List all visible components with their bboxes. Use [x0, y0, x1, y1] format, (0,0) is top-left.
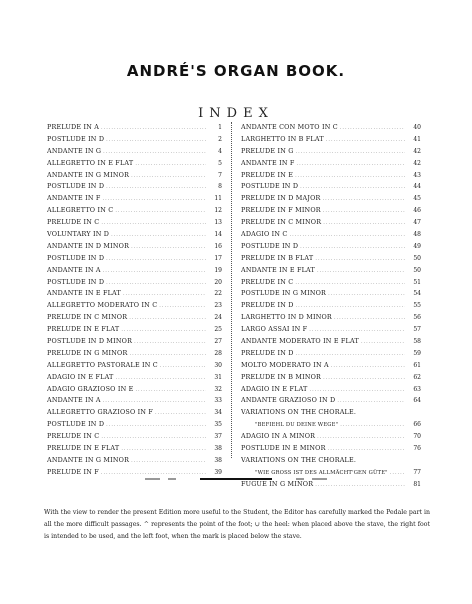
- entry-title: ADAGIO IN E FLAT: [47, 372, 114, 381]
- entry-page-number: 38: [214, 456, 222, 464]
- index-entry: [47, 265, 222, 277]
- entry-page-number: 20: [214, 278, 222, 286]
- entry-page-number: 43: [413, 171, 421, 179]
- entry-page-number: 63: [413, 385, 421, 393]
- dot-leader: [334, 313, 405, 324]
- index-entry: [47, 312, 222, 324]
- index-entry: [241, 134, 421, 146]
- entry-page-number: 25: [214, 326, 222, 334]
- dot-leader: [155, 408, 206, 419]
- entry-title: LARGHETTO IN B FLAT: [241, 134, 324, 143]
- dot-leader: [101, 218, 206, 229]
- dot-leader: [106, 254, 206, 265]
- entry-page-number: 8: [218, 183, 222, 191]
- entry-page-number: 11: [214, 195, 222, 203]
- entry-page-number: 59: [413, 349, 421, 357]
- entry-page-number: 32: [214, 385, 222, 393]
- entry-title: PRELUDE IN G MINOR: [47, 348, 128, 357]
- entry-title: PRELUDE IN D: [241, 348, 294, 357]
- entry-title: VARIATIONS ON THE CHORALE.: [241, 455, 357, 464]
- dot-leader: [135, 159, 206, 170]
- entry-page-number: 47: [413, 219, 421, 227]
- index-entry: [241, 312, 421, 324]
- dot-leader: [159, 301, 206, 312]
- entry-title: PRELUDE IN C: [47, 432, 100, 441]
- dot-leader: [323, 194, 405, 205]
- entry-title: PRELUDE IN A: [47, 123, 100, 131]
- index-entry: [47, 348, 222, 360]
- index-entry: [47, 134, 222, 146]
- dot-leader: [106, 135, 206, 146]
- dot-leader: [121, 444, 206, 455]
- entry-title: POSTLUDE IN D MINOR: [47, 337, 133, 346]
- entry-title: PRELUDE IN B FLAT: [241, 253, 314, 262]
- index-entry: [47, 122, 222, 134]
- index-entry: [241, 288, 421, 300]
- entry-title: PRELUDE IN C: [47, 218, 100, 227]
- entry-title: POSTLUDE IN D: [47, 253, 105, 262]
- index-right-column: [241, 122, 421, 491]
- entry-page-number: 64: [413, 397, 421, 405]
- index-entry: [47, 288, 222, 300]
- dot-leader: [340, 420, 405, 431]
- entry-page-number: 55: [413, 302, 421, 310]
- index-entry: [47, 170, 222, 182]
- index-entry: [47, 395, 222, 407]
- dot-leader: [296, 349, 405, 360]
- entry-title: ADAGIO IN C: [241, 230, 288, 239]
- dot-leader: [160, 361, 206, 372]
- entry-page-number: 56: [413, 314, 421, 322]
- entry-title: ANDANTE IN A: [47, 396, 101, 405]
- entry-page-number: 27: [214, 338, 222, 346]
- entry-page-number: 76: [413, 445, 421, 453]
- entry-page-number: 23: [214, 302, 222, 310]
- dot-leader: [361, 337, 405, 348]
- entry-page-number: 28: [214, 349, 222, 357]
- entry-page-number: 37: [214, 433, 222, 441]
- entry-page-number: 57: [413, 326, 421, 334]
- entry-page-number: 50: [413, 254, 421, 262]
- dot-leader: [123, 289, 206, 300]
- entry-title: MOLTO MODERATO IN A: [241, 360, 329, 369]
- entry-title: ANDANTE IN D MINOR: [47, 241, 130, 250]
- index-entry: [241, 324, 421, 336]
- entry-title: ANDANTE IN F: [241, 158, 295, 167]
- entry-title: ANDANTE GRAZIOSO IN D: [241, 396, 336, 405]
- dot-leader: [106, 182, 206, 193]
- entry-title: LARGHETTO IN D MINOR: [241, 313, 332, 322]
- entry-page-number: 81: [413, 480, 421, 488]
- entry-title: ANDANTE IN G MINOR: [47, 455, 130, 464]
- entry-page-number: 2: [218, 135, 222, 143]
- entry-page-number: 1: [218, 124, 222, 131]
- entry-title: ALLEGRETTO IN C: [47, 206, 114, 215]
- entry-title: ANDANTE IN G: [47, 146, 102, 155]
- index-left-column: [47, 122, 222, 479]
- entry-title: PRELUDE IN C MINOR: [241, 218, 322, 227]
- entry-title: VOLUNTARY IN D: [47, 230, 110, 239]
- dot-leader: [129, 349, 206, 360]
- editor-footnote: With the view to render the present Edition more useful to the Student, the Editor has carefully marked the Pedale part in all the more difficult passages. ^ represents the point of the foot; ∪ the heel: when placed above the stave, the right foot is intended to be used, and the left foot, when the mark is placed below the stave.: [44, 509, 430, 540]
- dot-leader: [331, 361, 405, 372]
- entry-title: "WIE GROSS IST DES ALLMÄCHT'GEN GÜTE": [255, 469, 388, 476]
- index-entry: [241, 205, 421, 217]
- entry-page-number: 54: [413, 290, 421, 298]
- index-entry: [241, 253, 421, 265]
- entry-title: POSTLUDE IN E MINOR: [241, 444, 326, 453]
- index-entry: [47, 431, 222, 443]
- dot-leader: [111, 230, 206, 241]
- index-entry: [241, 300, 421, 312]
- entry-title: ANDANTE IN F: [47, 194, 101, 203]
- dot-leader: [295, 278, 405, 289]
- entry-page-number: 12: [214, 207, 222, 215]
- index-entry: [241, 360, 421, 372]
- entry-title: ANDANTE IN A: [47, 265, 101, 274]
- entry-page-number: 7: [218, 171, 222, 179]
- entry-title: ANDANTE IN G MINOR: [47, 170, 130, 179]
- index-entry: [241, 395, 421, 407]
- index-entry: [241, 217, 421, 229]
- index-entry: [47, 181, 222, 193]
- index-entry: [241, 431, 421, 443]
- dot-leader: [317, 266, 405, 277]
- entry-page-number: 22: [214, 290, 222, 298]
- book-title: ANDRÉ'S ORGAN BOOK.: [126, 62, 346, 80]
- dot-leader: [131, 171, 206, 182]
- entry-title: ALLEGRETTO MODERATO IN C: [47, 301, 158, 310]
- entry-page-number: 58: [413, 338, 421, 346]
- index-entry: [47, 300, 222, 312]
- index-entry: [47, 360, 222, 372]
- dot-leader: [131, 242, 206, 253]
- entry-title: "BEFIEHL DU DEINE WEGE": [255, 422, 339, 429]
- dot-leader: [323, 373, 405, 384]
- index-entry: [241, 407, 421, 419]
- dot-leader: [115, 206, 206, 217]
- entry-title: LARGO ASSAI IN F: [241, 325, 308, 334]
- dot-leader: [106, 278, 206, 289]
- dot-leader: [103, 266, 206, 277]
- dot-leader: [326, 135, 405, 146]
- entry-title: ANDANTE IN E FLAT: [241, 265, 315, 274]
- index-entry: [47, 372, 222, 384]
- dot-leader: [290, 230, 406, 241]
- entry-title: ALLEGRETTO GRAZIOSO IN F: [47, 408, 154, 417]
- index-heading: INDEX: [198, 106, 274, 121]
- entry-title: PRELUDE IN B MINOR: [241, 372, 322, 381]
- dot-leader: [295, 171, 405, 182]
- entry-page-number: 66: [413, 421, 421, 429]
- entry-page-number: 19: [214, 266, 222, 274]
- entry-page-number: 17: [214, 254, 222, 262]
- entry-title: PRELUDE IN C MINOR: [47, 313, 128, 322]
- entry-title: ALLEGRETTO IN E FLAT: [47, 158, 134, 167]
- index-entry: [47, 253, 222, 265]
- entry-page-number: 4: [218, 147, 222, 155]
- index-entry: [241, 419, 421, 431]
- entry-page-number: 33: [214, 397, 222, 405]
- entry-title: ALLEGRETTO PASTORALE IN C: [47, 360, 158, 369]
- dot-leader: [102, 194, 206, 205]
- dot-leader: [340, 123, 405, 134]
- entry-page-number: 48: [413, 231, 421, 239]
- dot-leader: [296, 159, 405, 170]
- index-entry: [241, 265, 421, 277]
- entry-title: ANDANTE MODERATO IN E FLAT: [241, 337, 359, 346]
- entry-page-number: 42: [413, 159, 421, 167]
- index-entry: [241, 384, 421, 396]
- index-entry: [47, 193, 222, 205]
- dot-leader: [323, 218, 405, 229]
- index-entry: [241, 443, 421, 455]
- index-entry: [47, 229, 222, 241]
- ornamental-separator: [0, 475, 472, 483]
- index-entry: [241, 146, 421, 158]
- entry-title: POSTLUDE IN D: [47, 277, 105, 286]
- entry-page-number: 49: [413, 242, 421, 250]
- entry-title: ADAGIO IN A MINOR: [241, 432, 316, 441]
- index-entry: [241, 336, 421, 348]
- entry-title: PRELUDE IN F MINOR: [241, 206, 321, 215]
- dot-leader: [121, 325, 206, 336]
- entry-page-number: 51: [413, 278, 421, 286]
- dot-leader: [129, 313, 206, 324]
- index-entry: [47, 277, 222, 289]
- entry-page-number: 39: [214, 468, 222, 476]
- entry-title: POSTLUDE IN D: [241, 241, 299, 250]
- entry-title: POSTLUDE IN D: [47, 182, 105, 191]
- dot-leader: [106, 420, 206, 431]
- dot-leader: [315, 254, 405, 265]
- entry-title: POSTLUDE IN D: [241, 182, 299, 191]
- index-entry: [47, 324, 222, 336]
- entry-title: PRELUDE IN F: [47, 467, 99, 476]
- entry-page-number: 30: [214, 361, 222, 369]
- entry-page-number: 34: [214, 409, 222, 417]
- index-entry: [47, 205, 222, 217]
- index-entry: [47, 158, 222, 170]
- entry-title: PRELUDE IN E FLAT: [47, 444, 120, 453]
- column-divider: [231, 122, 233, 458]
- index-entry: [241, 277, 421, 289]
- index-entry: [241, 372, 421, 384]
- index-entry: [47, 217, 222, 229]
- index-entry: [241, 181, 421, 193]
- entry-page-number: 13: [214, 219, 222, 227]
- entry-title: PRELUDE IN C: [241, 277, 294, 286]
- dot-leader: [131, 456, 206, 467]
- index-entry: [47, 241, 222, 253]
- entry-page-number: 77: [413, 468, 421, 476]
- dot-leader: [309, 325, 405, 336]
- entry-title: PRELUDE IN E FLAT: [47, 325, 120, 334]
- dot-leader: [300, 242, 405, 253]
- index-entry: [241, 122, 421, 134]
- entry-page-number: 38: [214, 445, 222, 453]
- entry-page-number: 16: [214, 242, 222, 250]
- dot-leader: [328, 444, 405, 455]
- entry-title: ADAGIO GRAZIOSO IN E: [47, 384, 134, 393]
- index-entry: [241, 229, 421, 241]
- entry-title: VARIATIONS ON THE CHORALE.: [241, 408, 357, 417]
- dot-leader: [328, 289, 405, 300]
- entry-page-number: 5: [218, 159, 222, 167]
- dot-leader: [300, 182, 405, 193]
- dot-leader: [116, 373, 206, 384]
- dot-leader: [103, 396, 206, 407]
- entry-title: FUGUE IN G MINOR: [241, 479, 314, 488]
- index-entry: [47, 407, 222, 419]
- index-entry: [47, 455, 222, 467]
- dot-leader: [296, 301, 405, 312]
- index-entry: [47, 419, 222, 431]
- entry-title: PRELUDE IN G: [241, 146, 294, 155]
- entry-page-number: 35: [214, 421, 222, 429]
- entry-page-number: 62: [413, 373, 421, 381]
- dot-leader: [337, 396, 405, 407]
- index-entry: [241, 193, 421, 205]
- entry-page-number: 45: [413, 195, 421, 203]
- dot-leader: [134, 337, 206, 348]
- entry-page-number: 50: [413, 266, 421, 274]
- entry-title: ANDANTE IN E FLAT: [47, 289, 121, 298]
- entry-page-number: 46: [413, 207, 421, 215]
- index-entry: [47, 336, 222, 348]
- index-entry: [241, 455, 421, 467]
- entry-page-number: 14: [214, 231, 222, 239]
- entry-title: PRELUDE IN D: [241, 301, 294, 310]
- dot-leader: [296, 147, 405, 158]
- entry-title: POSTLUDE IN D: [47, 420, 105, 429]
- entry-page-number: 42: [413, 147, 421, 155]
- dot-leader: [317, 432, 405, 443]
- index-entry: [47, 384, 222, 396]
- entry-page-number: 40: [413, 124, 421, 131]
- entry-title: ADAGIO IN E FLAT: [241, 384, 308, 393]
- dot-leader: [101, 123, 206, 134]
- entry-title: POSTLUDE IN D: [47, 134, 105, 143]
- dot-leader: [310, 385, 405, 396]
- index-entry: [47, 443, 222, 455]
- entry-page-number: 44: [413, 183, 421, 191]
- dot-leader: [135, 385, 206, 396]
- index-entry: [47, 146, 222, 158]
- entry-title: PRELUDE IN D MAJOR: [241, 194, 321, 203]
- index-entry: [241, 348, 421, 360]
- entry-page-number: 61: [413, 361, 421, 369]
- index-entry: [241, 170, 421, 182]
- entry-page-number: 31: [214, 373, 222, 381]
- index-entry: [241, 158, 421, 170]
- entry-title: ANDANTE CON MOTO IN C: [241, 123, 338, 131]
- entry-title: PRELUDE IN E: [241, 170, 294, 179]
- entry-page-number: 70: [413, 433, 421, 441]
- entry-page-number: 24: [214, 314, 222, 322]
- entry-title: POSTLUDE IN G MINOR: [241, 289, 327, 298]
- index-entry: [241, 241, 421, 253]
- entry-page-number: 41: [413, 135, 421, 143]
- dot-leader: [323, 206, 405, 217]
- dot-leader: [103, 147, 206, 158]
- dot-leader: [101, 432, 206, 443]
